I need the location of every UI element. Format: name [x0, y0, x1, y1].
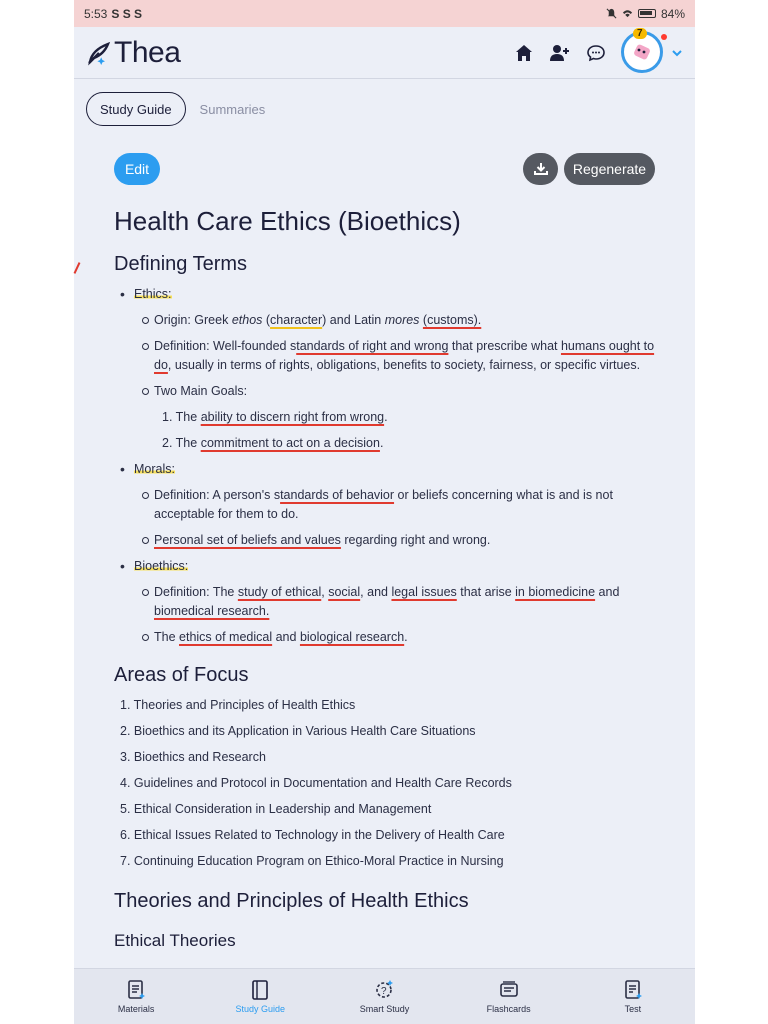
list-item: 1. Theories and Principles of Health Ethics [120, 698, 356, 712]
morals-def-underlined: tandards of behavior [280, 488, 395, 502]
smart-study-icon [373, 979, 395, 1001]
bio-def-text: , and [360, 585, 392, 599]
bio-ethics-underlined: ethics of medical [179, 630, 273, 644]
morals-def-text: Definition: A person's s [154, 488, 281, 502]
term-ethics-label: Ethics: [134, 287, 172, 301]
bio-def-underlined: legal issues [391, 585, 457, 599]
section-areas-of-focus: Areas of Focus [114, 664, 249, 686]
ethics-origin-text: ( [262, 313, 271, 327]
list-item: 3. Bioethics and Research [120, 750, 266, 764]
study-guide-icon [249, 979, 271, 1001]
quill-logo-icon [86, 40, 112, 66]
goal-text: 1. The [162, 410, 201, 424]
term-bioethics-label: Bioethics: [134, 559, 189, 573]
ethics-origin-text: ) and Latin [322, 313, 385, 327]
list-item: 5. Ethical Consideration in Leadership and Management [120, 802, 432, 816]
term-morals-label: Morals: [134, 462, 175, 476]
nav-test-label: Test [624, 1004, 642, 1014]
bottom-navigation [74, 968, 695, 1024]
areas-list [114, 696, 674, 871]
materials-icon [125, 979, 147, 1001]
profile-avatar-button[interactable] [621, 27, 665, 75]
ethics-origin-ethos: ethos [231, 313, 263, 327]
nav-study-guide[interactable] [215, 979, 305, 1014]
subsection-ethical-theories: Ethical Theories [114, 931, 236, 950]
nav-smart-study-label: Smart Study [359, 1004, 410, 1014]
nav-study-guide-label: Study Guide [235, 1004, 286, 1014]
morals-def-text: or beliefs concerning what is and is not acceptable for them to do. [154, 488, 613, 521]
add-user-icon [550, 44, 570, 62]
bio-ethics-underlined: biological research [299, 630, 405, 644]
chevron-down-icon[interactable] [671, 47, 683, 59]
wifi-icon [622, 8, 633, 19]
term-ethics [114, 285, 674, 304]
tab-study-guide[interactable]: Study Guide [86, 92, 186, 126]
ethics-origin-text: Origin: Greek [154, 313, 232, 327]
status-app-indicators: S S S [111, 6, 143, 21]
app-name: Thea [114, 35, 181, 69]
section-theories: Theories and Principles of Health Ethics [114, 890, 469, 912]
ethics-origin-character: character [270, 313, 323, 327]
bio-ethics-text: . [404, 630, 408, 644]
battery-icon [638, 9, 656, 18]
morals-personal-underlined: Personal set of beliefs and values [154, 533, 341, 547]
page-title: Health Care Ethics (Bioethics) [114, 206, 461, 236]
bio-def-text: that arise [456, 585, 516, 599]
status-time: 5:53 [84, 6, 108, 21]
bio-def-text: , [321, 585, 329, 599]
view-tabs [86, 92, 265, 126]
ethics-def-standards: tandards of right and wrong [296, 339, 449, 353]
flashcards-icon [498, 979, 520, 1001]
avatar-badge: 7 [633, 28, 647, 39]
ethics-origin-mores: mores [384, 313, 420, 327]
app-logo[interactable] [86, 36, 180, 70]
bio-def-text: and [595, 585, 620, 599]
study-guide-content [114, 200, 674, 953]
bio-def-underlined: social [328, 585, 361, 599]
nav-materials[interactable] [91, 979, 181, 1014]
ethics-def-humans: humans ought to do [154, 339, 655, 372]
home-button[interactable] [513, 42, 535, 64]
regenerate-button[interactable]: Regenerate [564, 153, 655, 185]
ethics-origin [114, 311, 674, 330]
bioethics-ethics-of-research [114, 628, 674, 647]
nav-materials-label: Materials [117, 1004, 155, 1014]
goal-text: . [379, 436, 384, 450]
bio-def-text: Definition: The [154, 585, 238, 599]
list-item: 7. Continuing Education Program on Ethico-Moral Practice in Nursing [120, 854, 504, 868]
list-item: 6. Ethical Issues Related to Technology in the Delivery of Health Care [120, 828, 505, 842]
nav-smart-study[interactable] [339, 979, 429, 1014]
list-item: 4. Guidelines and Protocol in Documentation and Health Care Records [120, 776, 512, 790]
ethics-def-text: Definition: Well-founded s [154, 339, 297, 353]
status-bar [74, 0, 695, 27]
app-screen [74, 0, 695, 1024]
morals-definition [114, 486, 674, 524]
ethics-goal-1 [114, 408, 674, 427]
goal-underlined: ability to discern right from wrong [200, 410, 385, 424]
goal-text: 2. The [162, 436, 201, 450]
home-icon [515, 44, 533, 62]
tab-summaries[interactable]: Summaries [199, 101, 266, 117]
avatar-illustration-icon [629, 39, 655, 65]
goal-text: . [384, 410, 388, 424]
mute-icon [606, 8, 617, 19]
ethics-def-text: , usually in terms of rights, obligations, benefits to society, fairness, or specific virtues. [167, 358, 641, 372]
nav-flashcards-label: Flashcards [486, 1004, 531, 1014]
bio-def-underlined: biomedical research. [154, 604, 270, 618]
bioethics-definition [114, 583, 674, 621]
section-defining-terms: Defining Terms [114, 253, 248, 275]
chat-icon [587, 44, 605, 62]
test-icon [622, 979, 644, 1001]
term-morals [114, 460, 674, 479]
download-icon [533, 161, 549, 177]
notification-dot [661, 34, 667, 40]
ethics-origin-customs: (customs). [422, 313, 482, 327]
ethics-goal-2 [114, 434, 674, 453]
morals-personal [114, 531, 674, 550]
nav-test[interactable] [588, 979, 678, 1014]
nav-flashcards[interactable] [464, 979, 554, 1014]
app-header [74, 27, 695, 79]
edit-button[interactable]: Edit [114, 153, 160, 185]
bio-def-underlined: in biomedicine [515, 585, 596, 599]
ethics-def-text: that prescribe what [448, 339, 561, 353]
add-user-button[interactable] [549, 42, 571, 64]
download-button[interactable] [523, 153, 558, 185]
bio-def-underlined: study of ethical [237, 585, 322, 599]
morals-personal-text: regarding right and wrong. [340, 533, 491, 547]
bio-ethics-text: The [154, 630, 180, 644]
bio-ethics-text: and [272, 630, 300, 644]
chat-button[interactable] [585, 42, 607, 64]
list-item: 2. Bioethics and its Application in Various Health Care Situations [120, 724, 476, 738]
svg-text:?: ? [381, 986, 388, 997]
term-bioethics [114, 557, 674, 576]
ethics-definition [114, 337, 674, 375]
ethics-goals: Two Main Goals: [114, 382, 674, 401]
goal-underlined: commitment to act on a decision [200, 436, 380, 450]
battery-percent: 84% [660, 6, 685, 21]
